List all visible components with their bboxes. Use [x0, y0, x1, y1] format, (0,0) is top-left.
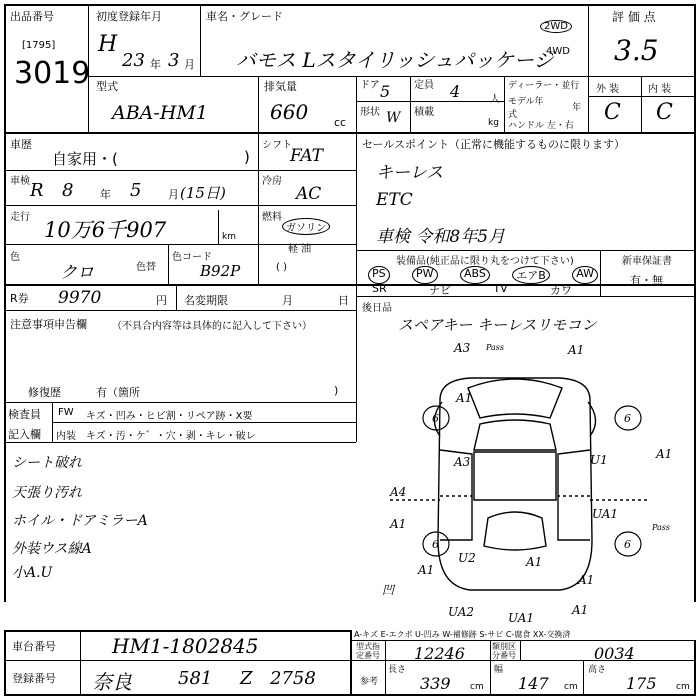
equip-sr: SR [372, 282, 387, 295]
chassis-number: HM1-1802845 [112, 634, 259, 658]
mark-a1-bottom-right: A1 [572, 603, 589, 617]
equip-leather: カワ [549, 284, 572, 297]
interior-legend: キズ・汚・ケ゛・穴・剥・キレ・破レ [86, 431, 256, 442]
mark-a1-front-left: A1 [456, 391, 473, 405]
equip-ps: PS [368, 266, 390, 284]
mark-ua1-right: UA1 [592, 507, 619, 521]
fuel-other: ( ) [276, 262, 287, 273]
color-label: 色 [10, 252, 20, 263]
equipment-row-2 [372, 282, 572, 298]
ac-value: AC [296, 184, 322, 204]
inspection-month: 5 [130, 180, 142, 201]
car-name: バモス Lスタイリッシュパッケージ [236, 48, 554, 72]
width-label: 幅 [494, 665, 504, 675]
displacement-value: 660 [270, 100, 309, 124]
width-value: 147 [518, 674, 549, 693]
drive-2wd: 2WD [540, 20, 572, 33]
type-cert-label: 型式指定番号 [356, 642, 380, 660]
score-label: 評 価 点 [612, 10, 656, 24]
mark-u1-right: U1 [590, 453, 608, 467]
equip-aw: AW [572, 266, 598, 284]
sales-point-3: 車検 令和8年5月 [376, 227, 506, 247]
equip-abs: ABS [460, 266, 490, 284]
first-registration-year: 23 [122, 50, 145, 71]
inspector-label: 検査員 [8, 408, 41, 421]
inspection-year-unit: 年 [100, 188, 111, 201]
shape-label: 形状 [360, 107, 380, 118]
sales-point-1: キーレス [376, 163, 444, 183]
mark-wheel-fr: 6 [624, 412, 631, 425]
color-code-value: B92P [200, 262, 241, 280]
declaration-hint: （不具合内容等は具体的に記入して下さい） [112, 321, 312, 332]
equipment-label: 装備品(純正品に限り丸をつけて下さい) [396, 256, 574, 267]
lot-small-number: [1795] [22, 40, 56, 51]
diagram-windshield [474, 420, 556, 450]
inspection-label: 車検 [10, 176, 30, 187]
doors-value: 5 [380, 82, 391, 101]
shift-value: FAT [290, 146, 324, 166]
ac-label: 冷房 [262, 176, 282, 187]
model-label: 型式 [96, 80, 118, 93]
exterior-label: 外 装 [596, 84, 620, 95]
exterior-grade: C [604, 100, 621, 125]
mark-a1-rear-right: A1 [578, 573, 595, 587]
equip-airbag: エアB [512, 266, 550, 284]
new-warranty-label: 新車保証書 [622, 256, 672, 267]
mark-a1-right-side: A1 [656, 447, 673, 461]
mark-a1-left-low: A1 [390, 517, 407, 531]
mileage-label: 走行 [10, 212, 30, 223]
month-unit: 月 [184, 58, 195, 71]
length-value: 339 [420, 674, 451, 693]
diagram-hood [468, 379, 562, 418]
doors-label: ドア [360, 80, 380, 91]
mark-a3-left: A3 [454, 455, 471, 469]
history-close: ) [244, 148, 250, 166]
handwritten-note-1: シート破れ [12, 455, 82, 471]
mark-wheel-rr: 6 [624, 538, 631, 551]
first-registration-month: 3 [168, 50, 180, 71]
drive-4wd: 4WD [546, 46, 570, 57]
model-year-label: モデル年式 [508, 97, 544, 120]
mark-u2-rear: U2 [458, 551, 476, 565]
mark-pass-front: Pass [486, 343, 505, 352]
diagram-right-door [558, 450, 590, 540]
chassis-label: 車台番号 [12, 640, 56, 653]
car-name-label: 車名・グレード [206, 10, 283, 23]
diagram-roof [474, 452, 556, 500]
plate-label: 登録番号 [12, 672, 56, 685]
name-change-day: 日 [338, 294, 349, 307]
length-unit: cm [470, 682, 484, 692]
aftermarket-value: スペアキー キーレスリモコン [398, 316, 597, 334]
category-value: 0034 [594, 644, 635, 663]
lot-number: 3019 [14, 56, 91, 91]
inspection-year: 8 [62, 180, 74, 201]
shape-value: W [386, 110, 401, 126]
displacement-label: 排気量 [264, 80, 297, 93]
reference-label: 参考 [360, 677, 379, 687]
shift-label: シフト [262, 140, 292, 151]
history-label: 車歴 [10, 138, 32, 151]
mark-a4-left: A4 [390, 485, 407, 499]
damage-legend: A-キズ E-エクボ U-凹み W-補修跡 S-サビ C-腐食 XX-交換済 [354, 630, 571, 639]
lot-label: 出品番号 [10, 10, 54, 23]
recycle-label: R券 [10, 292, 29, 305]
plate-number: 2758 [270, 668, 316, 689]
entry-label: 記入欄 [8, 428, 41, 441]
fuel-label: 燃料 [262, 212, 282, 223]
sales-point-2: ETC [376, 190, 413, 210]
mark-a3-front: A3 [454, 341, 471, 355]
first-registration-label: 初度登録年月 [96, 10, 162, 23]
year-unit: 年 [150, 58, 161, 71]
repair-value: 有（箇所 [96, 386, 140, 399]
type-cert-value: 12246 [414, 644, 465, 663]
color-change-label: 色替 [136, 262, 156, 273]
score-value: 3.5 [614, 34, 659, 67]
mark-wheel-rl: 6 [432, 538, 439, 551]
handwritten-note-2: 天張り汚れ [12, 485, 82, 501]
mark-ua1-bottom: UA1 [508, 611, 535, 625]
mark-a1-rear: A1 [526, 555, 543, 569]
color-code-label: 色コード [172, 252, 212, 263]
load-label: 積載 [414, 107, 434, 118]
equip-navi: ナビ [429, 284, 451, 297]
model-code: ABA-HM1 [112, 102, 208, 124]
person-unit: 人 [490, 94, 500, 105]
inspection-day: (15日) [180, 184, 226, 202]
cc-unit: cc [334, 116, 347, 129]
model-year-unit: 年 [572, 103, 582, 113]
km-unit: km [222, 232, 236, 242]
mark-a1-front-right: A1 [568, 343, 585, 357]
mark-ua2-bottom: UA2 [448, 605, 475, 619]
kg-unit: kg [488, 118, 499, 128]
name-change-month: 月 [282, 294, 293, 307]
height-unit: cm [676, 682, 690, 692]
diagram-rear-window [484, 512, 546, 550]
interior-grade: C [656, 100, 673, 125]
interior-check-label: 内装 [56, 431, 76, 442]
name-change-label: 名変期限 [184, 294, 228, 307]
handwritten-note-4: 外装ウス線A [12, 541, 92, 557]
mileage-value: 10万6千907 [44, 218, 167, 242]
mark-pass-right: Pass [652, 523, 671, 532]
declaration-label: 注意事項申告欄 [10, 318, 87, 331]
equip-tv: TV [493, 282, 508, 295]
yen-unit: 円 [156, 294, 167, 307]
fw-label: FW [58, 407, 74, 418]
width-unit: cm [564, 682, 578, 692]
diagram-front-right-wheel-arch [588, 402, 596, 436]
mark-dent-rear: 凹 [382, 583, 395, 597]
mark-wheel-fl: 6 [432, 412, 439, 425]
inspection-month-unit: 月 [168, 188, 179, 201]
equip-pw: PW [412, 266, 438, 284]
fuel-gasoline: ガソリン [282, 218, 330, 235]
warranty-values: 有・無 [630, 274, 663, 287]
mark-a1-rear-left: A1 [418, 563, 435, 577]
plate-region: 奈良 [92, 670, 132, 694]
first-registration-era: H [98, 32, 118, 57]
fuel-diesel: 軽 油 [288, 244, 312, 255]
recycle-value: 9970 [58, 288, 102, 308]
history-value: 自家用・( [52, 150, 118, 168]
length-label: 長さ [388, 665, 407, 675]
height-label: 高さ [588, 665, 607, 675]
fw-legend: キズ・凹み・ヒビ割・リペア跡・X要 [86, 411, 253, 422]
dealer-label: ディーラー・並行 [508, 81, 580, 91]
repair-label: 修復歴 [28, 386, 61, 399]
plate-class: 581 [178, 668, 213, 689]
aftermarket-label: 後日品 [362, 303, 392, 314]
capacity-value: 4 [450, 82, 461, 101]
color-value: クロ [60, 263, 94, 283]
handwritten-note-5: 小A.U [12, 565, 53, 581]
handwritten-note-3: ホイル・ドアミラーA [12, 513, 148, 529]
interior-label: 内 装 [648, 84, 672, 95]
car-damage-diagram [360, 340, 690, 630]
sales-points-title: セールスポイント（正常に機能するものに限ります） [362, 138, 626, 151]
height-value: 175 [626, 674, 657, 693]
handle-label: ハンドル 左・右 [508, 121, 574, 131]
plate-kana: Z [240, 668, 253, 689]
inspection-era: R [30, 180, 44, 201]
capacity-label: 定員 [414, 80, 434, 91]
category-label: 類別区分番号 [492, 642, 516, 660]
repair-close: ) [334, 384, 339, 397]
